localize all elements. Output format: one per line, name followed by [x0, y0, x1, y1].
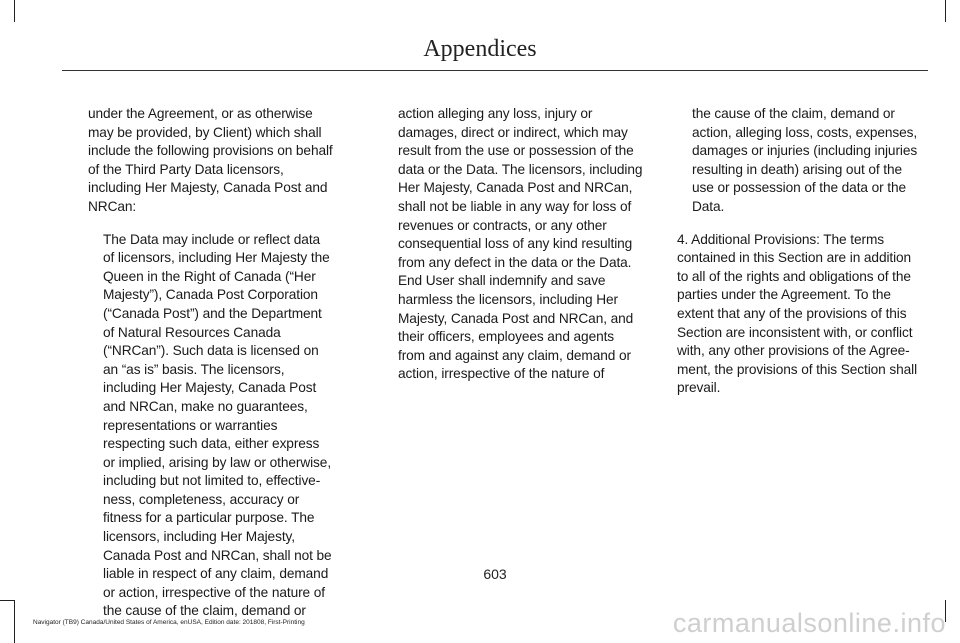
text-column-3 — [677, 105, 923, 398]
paragraph: 4. Additional Provisions: The terms contained in this Section are in addition to all of the rights and obligations of the parties under the Agreement. To the extent that any of the provisions of this Section are inconsistent with, or conflict with, any other provisions of the Agree-ment, the provisions of this Section shall prevail. — [677, 231, 918, 396]
paragraph: under the Agreement, or as otherwise may be provided, by Client) which shall include the following provisions on behalf of the Third Party Data licensors, including Her Majesty, Canada Post and NRCan: — [88, 106, 333, 214]
paragraph: action alleging any loss, injury or damages, direct or indirect, which may result from the use or possession of the data or the Data. The licensors, including Her Majesty, Canada Post and NRCan, shall not be liable in any way for loss of revenues or contracts, or any other consequential loss of any kind resulting from any defect in the data or the Data. — [398, 106, 643, 270]
crop-mark-top-left-vertical — [14, 0, 15, 22]
indented-paragraph: the cause of the claim, demand or action, alleging loss, costs, expenses, damages or injuries (including injuries resulting in death) arising out of the use or possession of the data or the Data. — [692, 106, 918, 214]
crop-mark-top-right-vertical — [945, 0, 946, 22]
edition-footer: Navigator (TB9) Canada/United States of America, enUSA, Edition date: 201808, First-Printing — [33, 619, 305, 626]
text-column-1 — [88, 105, 334, 621]
paragraph: End User shall indemnify and save harmless the licensors, including Her Majesty, Canada Post and NRCan, and their officers, employees and agents from and against any claim, demand or action, irrespective of the nature of — [398, 273, 634, 382]
page-number: 603 — [483, 566, 507, 582]
watermark: carmanualsonline.info — [672, 608, 946, 638]
indented-paragraph: The Data may include or reflect data of licensors, including Her Majesty the Queen in the Right of Canada (“Her Majesty”), Canada Post Corporation (“Canada Post”) and the Department of Natural Resources Canada (“NRCan”). Such data is licensed on an “as is” basis. The licensors, including Her Majesty, Canada Post and NRCan, make no guarantees, representations or warranties respecting such data, either express or implied, arising by law or otherwise, including but not limited to, effective-ness, completeness, accuracy or fitness for a particular purpose. The licensors, including Her Majesty, Canada Post and NRCan, shall not be liable in respect of any claim, demand or action, irrespective of the nature of the cause of the claim, demand or — [103, 231, 332, 619]
page-title: Appendices — [423, 36, 537, 62]
crop-mark-bottom-left-horizontal — [0, 600, 14, 601]
crop-mark-bottom-left-vertical — [14, 600, 15, 643]
text-column-2 — [398, 105, 644, 384]
header-divider — [62, 70, 928, 71]
